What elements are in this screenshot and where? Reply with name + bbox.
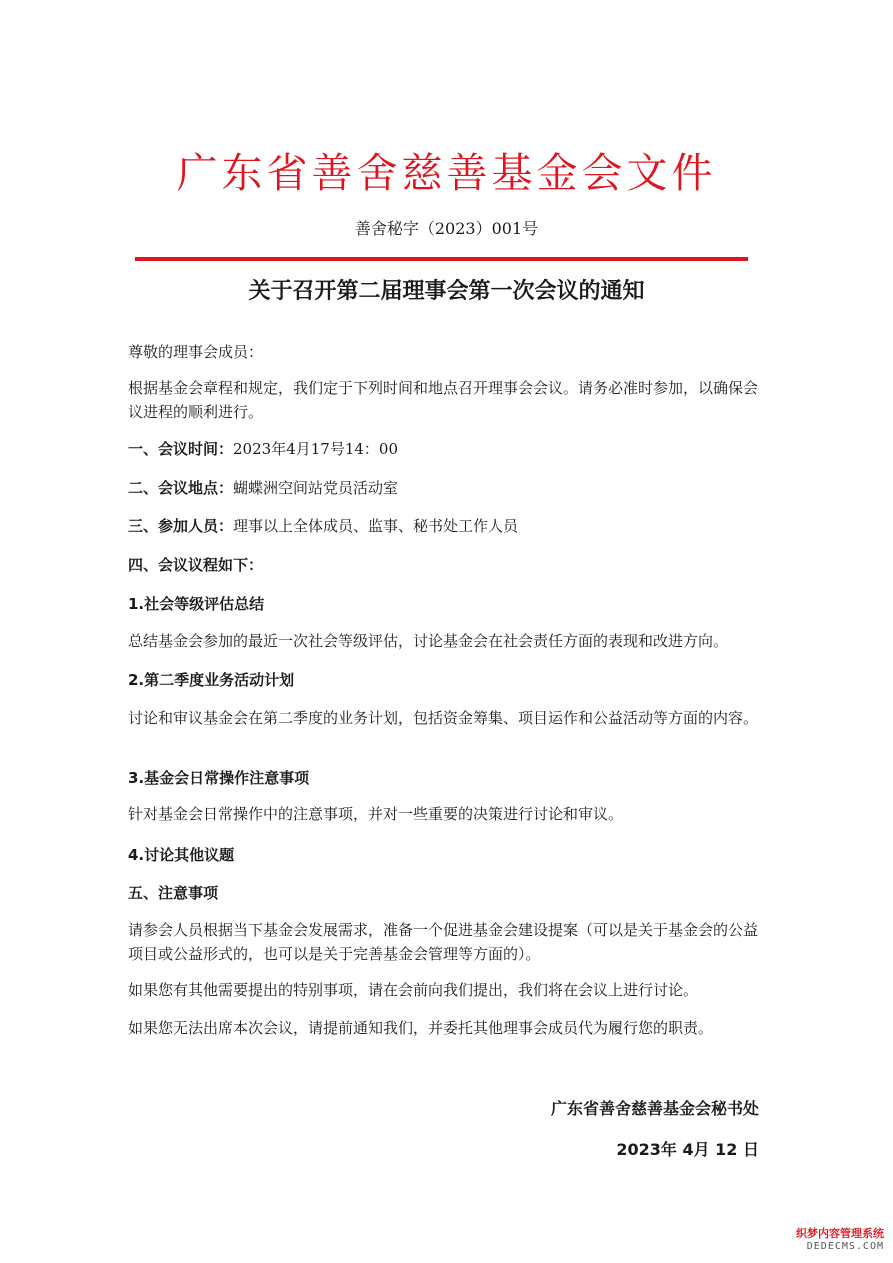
attendees-value: 理事以上全体成员、监事、秘书处工作人员 bbox=[233, 517, 519, 535]
agenda-item-description: 针对基金会日常操作中的注意事项，并对一些重要的决策进行讨论和审议。 bbox=[128, 805, 624, 823]
agenda-item-title: 1.社会等级评估总结 bbox=[128, 595, 265, 613]
agenda-item-description: 总结基金会参加的最近一次社会等级评估，讨论基金会在社会责任方面的表现和改进方向。 bbox=[128, 632, 729, 650]
meeting-place-label: 二、会议地点： bbox=[128, 479, 234, 497]
notice-title: 关于召开第二届理事会第一次会议的通知 bbox=[248, 279, 645, 304]
org-header-title: 广东省善舍慈善基金会文件 bbox=[176, 149, 717, 197]
note-paragraph: 请参会人员根据当下基金会发展需求，准备一个促进基金会建设提案（可以是关于基金会的公益项目或公益形式的，也可以是关于完善基金会管理等方面的）。 bbox=[128, 921, 759, 963]
agenda-item-title: 2.第二季度业务活动计划 bbox=[128, 671, 295, 689]
meeting-time bbox=[128, 437, 762, 461]
agenda-item-title: 4.讨论其他议题 bbox=[128, 846, 235, 864]
agenda-item-description: 讨论和审议基金会在第二季度的业务计划，包括资金筹集、项目运作和公益活动等方面的内容。 bbox=[128, 709, 759, 727]
attendees-label: 三、参加人员： bbox=[128, 517, 234, 535]
agenda-item-title: 3.基金会日常操作注意事项 bbox=[128, 769, 310, 787]
intro-paragraph: 根据基金会章程和规定，我们定于下列时间和地点召开理事会会议。请务必准时参加，以确保会议进程的顺利进行。 bbox=[128, 379, 759, 421]
note-paragraph: 如果您无法出席本次会议，请提前通知我们，并委托其他理事会成员代为履行您的职责。 bbox=[128, 1019, 714, 1037]
meeting-place-value: 蝴蝶洲空间站党员活动室 bbox=[233, 479, 399, 497]
notes-heading: 五、注意事项 bbox=[128, 884, 219, 902]
salutation: 尊敬的理事会成员： bbox=[128, 343, 264, 361]
note-paragraph: 如果您有其他需要提出的特别事项，请在会前向我们提出，我们将在会议上进行讨论。 bbox=[128, 981, 699, 999]
signature-date: 2023年 4月 12 日 bbox=[616, 1140, 759, 1159]
red-divider-line bbox=[135, 257, 748, 261]
watermark-en-text: DEDECMS.COM bbox=[806, 1241, 884, 1252]
document-number: 善舍秘字（2023）001号 bbox=[354, 219, 539, 238]
meeting-time-label: 一、会议时间： bbox=[128, 440, 234, 458]
meeting-place bbox=[128, 476, 762, 500]
watermark-cn-text: 织梦内容管理系统 bbox=[796, 1227, 884, 1240]
meeting-time-value: 2023年4月17号14：00 bbox=[233, 440, 398, 458]
signature-organization: 广东省善舍慈善基金会秘书处 bbox=[550, 1099, 759, 1118]
agenda-heading: 四、会议议程如下： bbox=[128, 556, 264, 574]
meeting-attendees bbox=[128, 514, 762, 538]
site-watermark bbox=[780, 1227, 884, 1253]
